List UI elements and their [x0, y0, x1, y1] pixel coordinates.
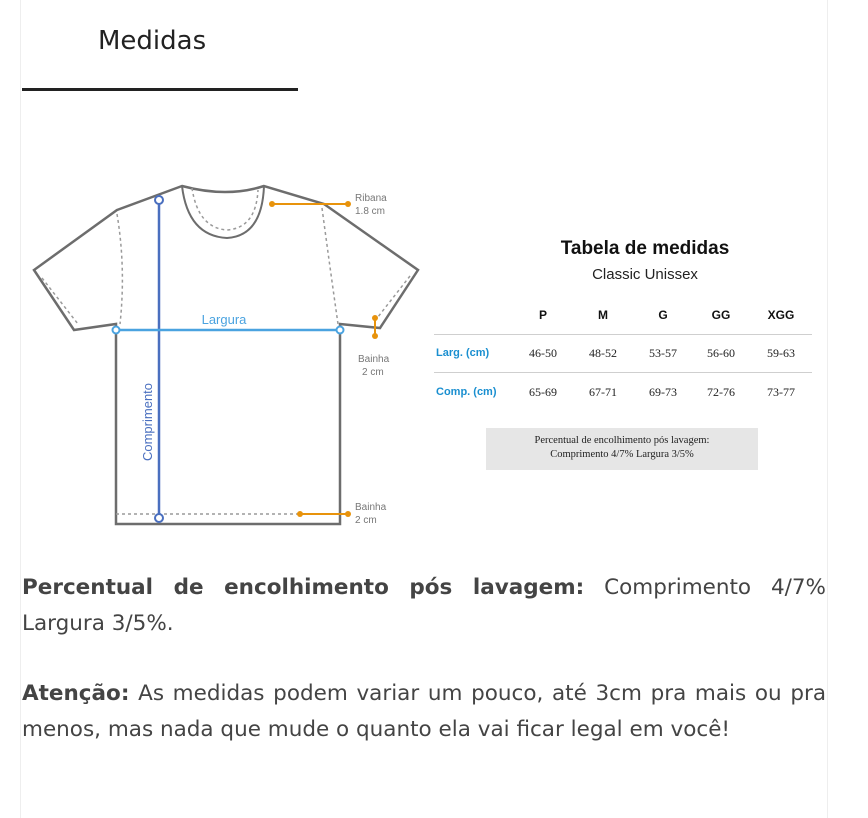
table-divider	[434, 334, 812, 335]
note-line-2: Comprimento 4/7% Largura 3/5%	[550, 449, 694, 460]
comprimento-label: Comprimento	[140, 382, 155, 462]
shrinkage-heading: Percentual de encolhimento pós lavagem:	[22, 575, 585, 600]
size-header-p: P	[538, 308, 547, 322]
size-chart-figure	[22, 118, 826, 548]
tab-medidas[interactable]: Medidas	[98, 26, 207, 56]
tshirt-diagram	[22, 118, 442, 538]
table-cell: 67-71	[589, 385, 617, 399]
row-label-comprimento: Comp. (cm)	[436, 386, 497, 398]
bainha-sleeve-value: 2 cm	[362, 367, 384, 378]
shrinkage-text: Comprimento 4/7% Largura 3/5%.	[22, 575, 826, 636]
size-header-xgg: XGG	[767, 308, 795, 322]
attention-paragraph	[22, 676, 826, 748]
size-header-m: M	[598, 308, 608, 322]
table-cell: 48-52	[589, 346, 617, 360]
table-cell: 46-50	[529, 346, 557, 360]
table-cell: 72-76	[707, 385, 735, 399]
table-cell: 53-57	[649, 346, 677, 360]
note-line-1: Percentual de encolhimento pós lavagem:	[534, 435, 710, 446]
table-subtitle: Classic Unissex	[592, 266, 698, 283]
attention-text: As medidas podem variar um pouco, até 3cm pra mais ou pra menos, mas nada que mude o quanto ela vai ficar legal em você!	[22, 681, 826, 742]
table-cell: 73-77	[767, 385, 795, 399]
bainha-bottom-value: 2 cm	[355, 515, 377, 526]
row-label-largura: Larg. (cm)	[436, 347, 490, 359]
bainha-bottom-label: Bainha	[355, 502, 387, 513]
bainha-sleeve-label: Bainha	[358, 354, 390, 365]
size-header-g: G	[658, 308, 668, 322]
table-divider	[434, 372, 812, 373]
size-header-gg: GG	[711, 308, 731, 322]
table-cell: 65-69	[529, 385, 557, 399]
shrinkage-note-box	[486, 428, 758, 470]
table-cell: 56-60	[707, 346, 735, 360]
table-cell: 69-73	[649, 385, 677, 399]
largura-label: Largura	[201, 312, 247, 327]
table-cell: 59-63	[767, 346, 795, 360]
ribana-label: Ribana	[355, 193, 387, 204]
shrinkage-paragraph	[22, 570, 826, 642]
ribana-value: 1.8 cm	[355, 206, 386, 217]
tab-active-indicator	[22, 88, 298, 91]
attention-heading: Atenção:	[22, 681, 130, 706]
table-title: Tabela de medidas	[560, 238, 730, 259]
